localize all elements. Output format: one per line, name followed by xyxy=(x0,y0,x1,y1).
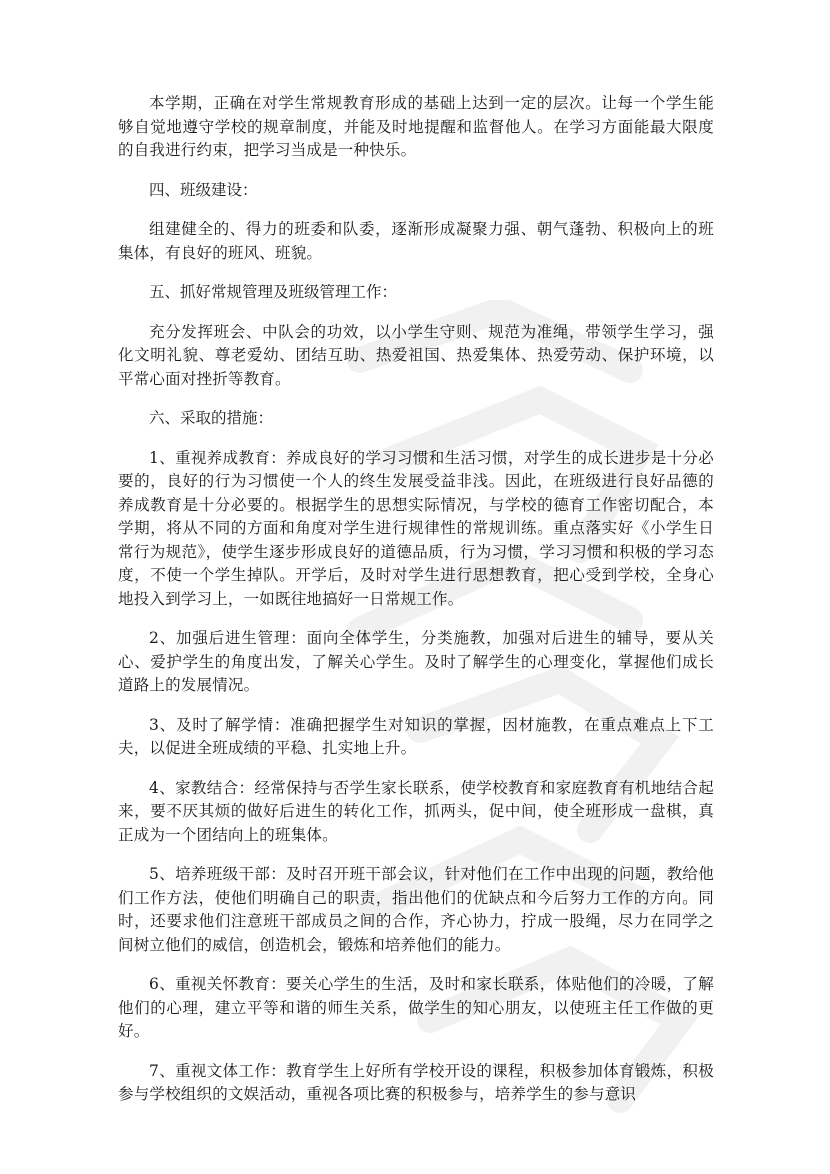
section-heading: 五、抓好常规管理及班级管理工作： xyxy=(149,283,398,301)
body-paragraph: 6、重视关怀教育：要关心学生的生活，及时和家长联系，体贴他们的冷暖，了解他们的心理，建立平等和谐的师生关系，做学生的知心朋友，以使班主任工作做的更好。 xyxy=(118,975,714,1040)
body-paragraph: 5、培养班级干部：及时召开班干部会议，针对他们在工作中出现的问题，教给他们工作方法，使他们明确自己的职责，指出他们的优缺点和今后努力工作的方向。同时，还要求他们注意班干部成员之间的合作，齐心协力，拧成一股绳，尽力在同学之间树立他们的威信，创造机会，锻炼和培养他们的能力。 xyxy=(118,865,714,954)
body-paragraph: 7、重视文体工作：教育学生上好所有学校开设的课程，积极参加体育锻炼，积极参与学校组织的文娱活动，重视各项比赛的积极参与，培养学生的参与意识 xyxy=(118,1061,714,1103)
body-paragraph: 1、重视养成教育：养成良好的学习习惯和生活习惯，对学生的成长进步是十分必要的，良好的行为习惯使一个人的终生发展受益非浅。因此，在班级进行良好品德的养成教育是十分必要的。根据学生的思想实际情况，与学校的德育工作密切配合，本学期，将从不同的方面和角度对学生进行规律性的常规训练。重点落实好《小学生日常行为规范》，使学生逐步形成良好的道德品质，行为习惯，学习习惯和积极的学习态度，不使一个学生掉队。开学后，及时对学生进行思想教育，把心受到学校，全身心地投入到学习上，一如既往地搞好一日常规工作。 xyxy=(118,448,714,608)
document-body xyxy=(118,92,714,1123)
body-paragraph: 组建健全的、得力的班委和队委，逐渐形成凝聚力强、朝气蓬勃、积极向上的班集体，有良好的班风、班貌。 xyxy=(118,220,714,262)
section-heading: 四、班级建设： xyxy=(149,180,258,199)
body-paragraph: 3、及时了解学情：准确把握学生对知识的掌握，因材施教，在重点难点上下工夫，以促进全班成绩的平稳、扎实地上升。 xyxy=(118,715,714,757)
body-paragraph: 本学期，正确在对学生常规教育形成的基础上达到一定的层次。让每一个学生能够自觉地遵守学校的规章制度，并能及时地提醒和监督他人。在学习方面能最大限度的自我进行约束，把学习当成是一种快乐。 xyxy=(118,94,714,159)
body-paragraph: 4、家教结合：经常保持与否学生家长联系，使学校教育和家庭教育有机地结合起来，要不厌其烦的做好后进生的转化工作，抓两头，促中间，使全班形成一盘棋，真正成为一个团结向上的班集体。 xyxy=(118,778,714,844)
body-paragraph: 充分发挥班会、中队会的功效，以小学生守则、规范为准绳，带领学生学习，强化文明礼貌、尊老爱幼、团结互助、热爱祖国、热爱集体、热爱劳动、保护环境，以平常心面对挫折等教育。 xyxy=(118,322,714,388)
body-paragraph: 2、加强后进生管理：面向全体学生，分类施教，加强对后进生的辅导，要从关心、爱护学生的角度出发，了解关心学生。及时了解学生的心理变化，掌握他们成长道路上的发展情况。 xyxy=(118,629,714,694)
section-heading: 六、采取的措施： xyxy=(149,409,274,427)
